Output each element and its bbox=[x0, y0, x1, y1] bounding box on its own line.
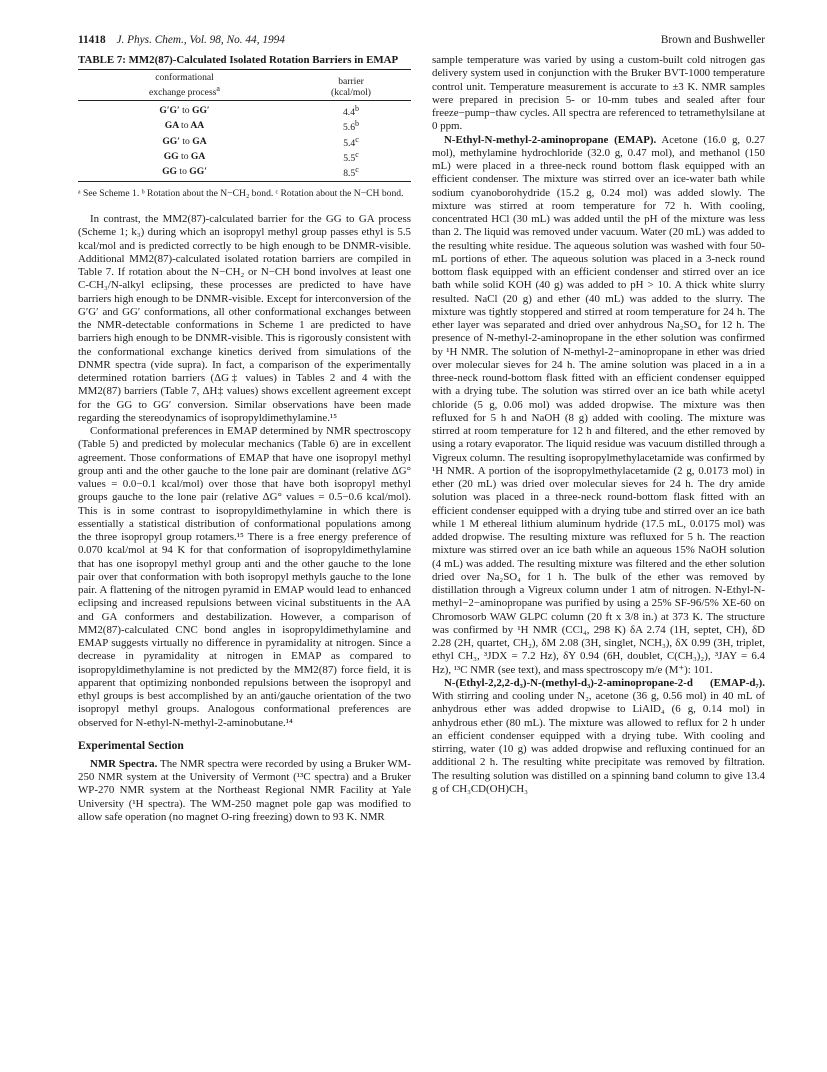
table-row bbox=[78, 118, 411, 133]
journal-citation: J. Phys. Chem., Vol. 98, No. 44, 1994 bbox=[116, 34, 285, 46]
table-footnote: ᵃ See Scheme 1. ᵇ Rotation about the N−CH₂ bond. ᶜ Rotation about the N−CH bond. bbox=[78, 188, 404, 200]
body-paragraph: N-Ethyl-N-methyl-2-aminopropane (EMAP). Acetone (16.0 g, 0.27 mol), methylamine hydrochloride (32.0 g, 0.47 mol), and methanol (150 mL) were placed in a three-neck round bottom flask equipped with an efficient condenser. The mixture was stirred over an ice-water bath while sodium cyanoborohydride (15.2 g, 0.24 mol) was added slowly. The mixture was stirred at room temperature for 72 h. With cooling, concentrated HCl (30 mL) was added until the pH of the mixture was less than 2. The liquid was removed under vacuum. Water (20 mL) was added to the resulting white residue. The aqueous solution was washed with four 50-mL portions of ether. The aqueous solution was placed in a 3-neck round bottom flask equipped with an efficient condenser and stirred over an ice bath while solid KOH (40 g) was added to pH > 10. A thick white slurry resulted. NaCl (20 g) and ether (40 mL) was added to the slurry. The mixture was tightly stoppered and stirred at room temperature for 24 h. The ether layer was separated and dried over anhydrous Na₂SO₄ for 12 h. The presence of N-methyl-2-aminopropane in the ether solution was confirmed by ¹H NMR. The solution of N-methyl-2−aminopropane in ether was dried over molecular sieves for 24 h. The amine solution was placed in a in a three-neck round-bottom flask fitted with an efficient condenser equipped with a drying tube. The solution was stirred over an ice bath while acetyl chloride (5 g, 0.06 mol) was added dropwise. The mixture was then refluxed for 5 h and NaOH (8 g) added with cooling. The mixture was stirred at room temperature for 12 h and filtered, and the ether removed by using a rotary evaporator. The liquid residue was vacuum distilled through a Vigreux column. The resulting isopropylmethylacetamide was confirmed by ¹H NMR. A portion of the isopropylmethylacetamide (2 g, 0.0173 mol) in ether (20 mL) was dried over molecular sieves for 24 h. The dry amide solution was placed in a three-neck round-bottom flask fitted with an efficient condenser equipped with a drying tube and stirred over an ice bath while 1 M ethereal lithium aluminum hydride (17.5 mL, 0.0175 mol) was added dropwise. The resulting mixture was refluxed for 5 h. The reaction mixture was stirred over an ice bath while an aqueous 15% NaOH solution (4 mL) was added. The resulting mixture was filtered and the ether solution dried over Na₂SO₄ for 1 h. The bulk of the ether was removed by distillation through a Vigreux column under 1 atm of nitrogen. N-Ethyl-N-methyl−2−aminopropane was purified by using a 25% SF-96/5% XE-60 on Chromosorb WAW GLPC column (20 ft x 3/8 in.) at 373 K. The structure was confirmed by ¹H NMR (CCl₄, 298 K) δA 2.74 (1H, septet, CH), δD 2.28 (2H, quartet, CH₂), δM 2.08 (3H, singlet, NCH₃), δX 0.99 (3H, triplet, ethyl CH₃, ³JDX = 7.2 Hz), δY 0.94 (6H, doublet, C(CH₃)₂), ³JAY = 6.4 Hz), ¹³C NMR (see text), and mass spectroscopy m/e (M⁺): 101. bbox=[432, 133, 765, 676]
process-cell: GG to GG′ bbox=[162, 166, 207, 178]
barrier-cell: 5.4$^c$ bbox=[343, 134, 359, 149]
paragraph-lead: N-Ethyl-N-methyl-2-aminopropane (EMAP). bbox=[444, 133, 657, 146]
table-row bbox=[78, 164, 411, 182]
process-cell: GG to GA bbox=[163, 150, 206, 162]
process-cell: GG′ to GA bbox=[162, 135, 207, 147]
process-cell: G′G′ to GG′ bbox=[159, 105, 210, 117]
table-row bbox=[78, 149, 411, 164]
body-paragraph: NMR Spectra. The NMR spectra were recorded by using a Bruker WM-250 NMR system at the University of Vermont (¹³C spectra) and a Bruker WP-270 NMR system at the Northeast Regional NMR Facility at Yale University (¹H spectra). The WM-250 magnet pole gap was modified to allow safe operation (no magnet O-ring freezing) down to 93 K. NMR bbox=[78, 757, 411, 823]
body-paragraph: sample temperature was varied by using a custom-built cold nitrogen gas delivery system used in conjunction with the Bruker BVT-1000 temperature control unit. Temperature measurement is accurate to ±3 K. NMR samples were prepared in precision 5- or 10-mm tubes and sealed after four freeze−pump−thaw cycles. All spectra are referenced to tetramethylsilane at 0 ppm. bbox=[432, 54, 765, 133]
table-row bbox=[78, 101, 411, 119]
table-header-process: conformational exchange process$^a$ bbox=[78, 70, 291, 101]
process-cell: GA to AA bbox=[164, 120, 205, 132]
body-paragraph: Conformational preferences in EMAP determined by NMR spectroscopy (Table 5) and predicted by molecular mechanics (Table 6) are in excellent agreement. Those conformations of EMAP that have one isopropyl methyl group anti and the other gauche to the lone pair are dominant (relative ΔG° values = 0.0−0.1 kcal/mol) over those that have both isopropyl methyl groups gauche to the lone pair (relative ΔG° values = 0.5−0.6 kcal/mol). This is in some contrast to isopropyldimethylamine in which there is essentially a statistical distribution of conformational populations among the three isopropyl group rotamers.¹⁵ There is a free energy preference of 0.070 kcal/mol at 94 K for that conformation of isopropyldimethylamine that has one isopropyl methyl group anti and the other gauche to the lone pair over that conformation with both isopropyl methyls gauche to the lone pair. A flattening of the nitrogen pyramid in EMAP would lead to enhanced eclipsing and increased repulsions between vicinal substituents in the AA and GA conformers and destabilization. However, a comparison of MM2(87)-calculated CNC bond angles in isopropyldimethylamine and EMAP suggests virtually no difference in pyramidality at nitrogen. Since a decrease in pyramidality at nitrogen in EMAP as compared to isopropyldimethylamine is not predicted by the MM2(87) force field, it is apparent that optimizing nonbonded repulsions between the isopropyl and ethyl groups is best accomplished by an anti/gauche orientation of the two isopropyl methyl groups. Analogous conformational preferences are observed for N-ethyl-N-methyl-2-aminobutane.¹⁴ bbox=[78, 425, 411, 729]
paragraph-lead: NMR Spectra. bbox=[90, 757, 158, 770]
page-number: 11418 bbox=[78, 34, 106, 46]
running-header bbox=[78, 33, 765, 47]
table-row bbox=[78, 134, 411, 149]
table-header-barrier: barrier (kcal/mol) bbox=[291, 70, 411, 101]
barrier-cell: 8.5$^c$ bbox=[343, 164, 359, 180]
body-paragraph: N-(Ethyl-2,2,2-d₃)-N-(methyl-d₃)-2-aminopropane-2-d (EMAP-d₇). With stirring and cooling under N₂, acetone (36 g, 0.56 mol) in 40 mL of anhydrous ether was added dropwise to LiAlD₄ (6 g, 0.14 mol) in anhydrous ether (80 mL). The mixture was allowed to reflux for 2 h under an efficient condenser equipped with a drying tube. With cooling and stirring, water (10 g) was added dropwise and refluxing continued for an additional 2 h. The resulting white precipitate was removed by filtration. The resulting solution was distilled on a spinning band column to give 13.4 g of CH₃CD(OH)CH₃ bbox=[432, 676, 765, 795]
running-authors: Brown and Bushweller bbox=[660, 34, 765, 46]
rotation-barrier-table bbox=[78, 69, 411, 182]
right-column bbox=[432, 54, 765, 796]
left-column bbox=[78, 54, 411, 824]
barrier-cell: 4.4$^b$ bbox=[343, 104, 359, 119]
body-paragraph: In contrast, the MM2(87)-calculated barrier for the GG to GA process (Scheme 1; k₃) during which an isopropyl methyl group passes ethyl is 5.5 kcal/mol and is predicted correctly to be high enough to be DNMR-visible. Additional MM2(87)-calculated isolated rotation barriers are compiled in Table 7. If rotation about the N−CH₂ or N−CH bond involves at least one C-CH₃/N-alkyl eclipsing, these processes are predicted to have have barriers high enough to be DNMR-visible. Except for interconversion of the G′G′ and GG′ conformations, all other conformational exchanges between the NMR-detectable conformations in Scheme 1 are predicted to have barriers high enough to be DNMR-visible. This is rigorously consistent with the conformational exchange kinetics derived from simulations of the DNMR spectra (vide supra). In fact, a comparison of the experimentally determined rotation barriers (ΔG‡ values) in Tables 2 and 4 with the MM2(87) barriers (Table 7, ΔH‡ values) shows excellent agreement except for the GG to GG′ conversion. Similar observations have been made regarding the stereodynamics of isopropyldimethylamine.¹⁵ bbox=[78, 213, 411, 424]
barrier-cell: 5.6$^b$ bbox=[343, 119, 359, 134]
table-caption: TABLE 7: MM2(87)-Calculated Isolated Rotation Barriers in EMAP bbox=[78, 54, 399, 66]
paragraph-lead: N-(Ethyl-2,2,2-d₃)-N-(methyl-d₃)-2-aminopropane-2-d (EMAP-d₇). bbox=[444, 676, 765, 689]
table-header-row bbox=[78, 70, 411, 101]
section-heading: Experimental Section bbox=[78, 739, 184, 752]
barrier-cell: 5.5$^c$ bbox=[343, 149, 359, 164]
